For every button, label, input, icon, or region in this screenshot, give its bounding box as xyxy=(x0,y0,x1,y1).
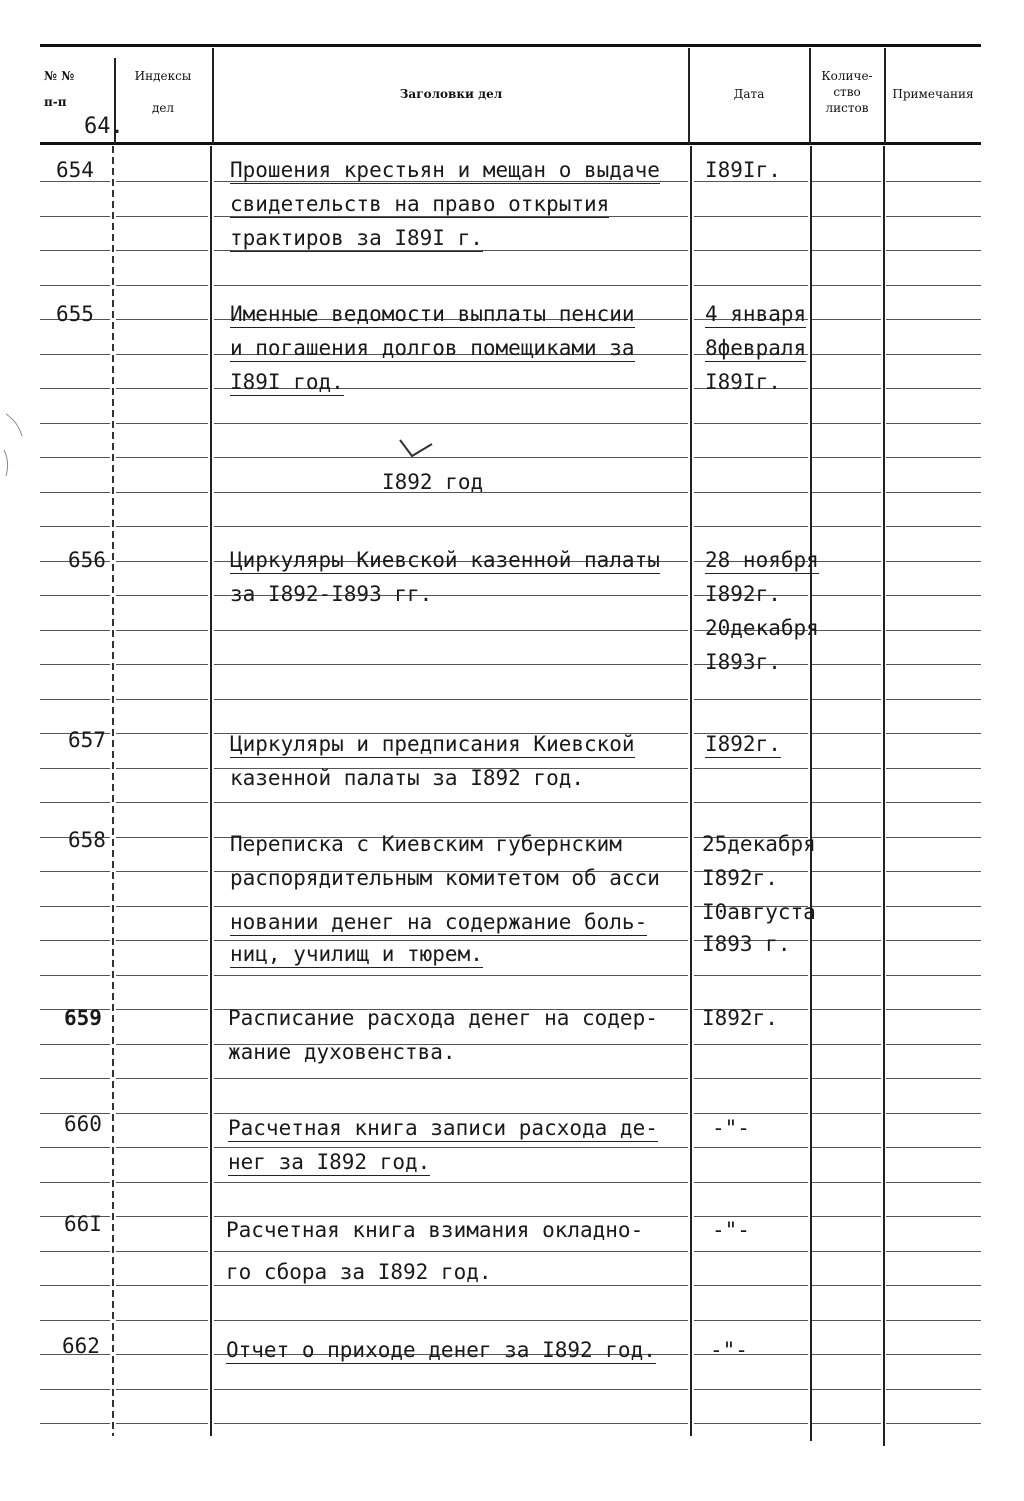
ruled-line xyxy=(812,1113,881,1114)
column-header-count xyxy=(810,68,884,116)
ruled-line xyxy=(214,664,688,665)
ruled-line xyxy=(116,1320,208,1321)
ruled-line xyxy=(116,837,208,838)
ruled-line xyxy=(694,457,808,458)
entry-date: I893г. xyxy=(705,650,781,674)
ruled-line xyxy=(812,1423,881,1424)
ruled-line xyxy=(214,1389,688,1390)
page-number: 64. xyxy=(84,114,124,139)
ruled-line xyxy=(214,1285,688,1286)
ruled-line xyxy=(886,906,981,907)
ruled-line xyxy=(116,1009,208,1010)
ruled-line xyxy=(694,1147,808,1148)
column-line xyxy=(810,146,812,1441)
ruled-line xyxy=(886,1354,981,1355)
ruled-line xyxy=(812,906,881,907)
ruled-line xyxy=(116,285,208,286)
entry-number: 657 xyxy=(68,728,106,752)
ruled-line xyxy=(694,1423,808,1424)
entry-date: I89Iг. xyxy=(705,158,781,182)
ruled-line xyxy=(812,1320,881,1321)
header-bottom-border xyxy=(40,142,981,145)
ruled-line xyxy=(214,906,688,907)
ruled-line xyxy=(812,285,881,286)
ruled-line xyxy=(812,975,881,976)
ruled-line xyxy=(116,354,208,355)
ruled-line xyxy=(116,733,208,734)
ruled-line xyxy=(886,1285,981,1286)
ruled-line xyxy=(116,526,208,527)
ruled-line xyxy=(40,699,110,700)
ruled-line xyxy=(694,802,808,803)
ruled-line xyxy=(886,630,981,631)
ruled-line xyxy=(40,975,110,976)
ruled-line xyxy=(214,423,688,424)
ruled-line xyxy=(40,250,110,251)
ruled-line xyxy=(40,457,110,458)
ruled-line xyxy=(40,1147,110,1148)
ruled-line xyxy=(694,1320,808,1321)
entry-date: 28 ноября xyxy=(705,548,819,572)
ruled-line xyxy=(40,1320,110,1321)
entry-title-line: Циркуляры и предписания Киевской xyxy=(230,732,635,756)
entry-title-line: Именные ведомости выплаты пенсии xyxy=(230,302,635,326)
entry-date: 8февраля xyxy=(705,336,807,360)
ruled-line xyxy=(214,699,688,700)
ruled-line xyxy=(812,1182,881,1183)
ruled-line xyxy=(886,1078,981,1079)
ruled-line xyxy=(214,1078,688,1079)
ruled-line xyxy=(886,733,981,734)
ruled-line xyxy=(812,457,881,458)
ruled-line xyxy=(40,1044,110,1045)
ruled-line xyxy=(886,664,981,665)
entry-date: I892г. xyxy=(702,866,778,890)
ruled-line xyxy=(694,1389,808,1390)
ruled-line xyxy=(116,1389,208,1390)
ruled-line xyxy=(886,526,981,527)
ruled-line xyxy=(886,975,981,976)
ruled-line xyxy=(886,561,981,562)
entry-number: 656 xyxy=(68,548,106,572)
column-header-count-line1: Количе- xyxy=(821,69,873,83)
entry-date: -"- xyxy=(712,1218,750,1242)
ruled-line xyxy=(116,423,208,424)
ruled-line xyxy=(812,1285,881,1286)
entry-date: I892г. xyxy=(705,582,781,606)
ruled-line xyxy=(886,492,981,493)
ruled-line xyxy=(40,630,110,631)
ruled-line xyxy=(116,181,208,182)
entry-title-line: Расписание расхода денег на содер- xyxy=(228,1006,658,1030)
entry-title-line: I89I год. xyxy=(230,370,344,394)
ruled-line xyxy=(116,906,208,907)
ruled-line xyxy=(812,216,881,217)
ruled-line xyxy=(40,940,110,941)
ruled-line xyxy=(812,526,881,527)
entry-date: 20декабря xyxy=(705,616,819,640)
ruled-line xyxy=(40,354,110,355)
entry-title-line: Расчетная книга записи расхода де- xyxy=(228,1116,658,1140)
ruled-line xyxy=(116,630,208,631)
ruled-line xyxy=(812,802,881,803)
ruled-line xyxy=(116,1078,208,1079)
ruled-line xyxy=(214,1423,688,1424)
ruled-line xyxy=(214,285,688,286)
ruled-line xyxy=(214,940,688,941)
ruled-line xyxy=(812,1009,881,1010)
ruled-line xyxy=(812,595,881,596)
entry-title-line: трактиров за I89I г. xyxy=(230,226,483,250)
entry-date: 4 января xyxy=(705,302,807,326)
ruled-line xyxy=(886,940,981,941)
ruled-line xyxy=(40,285,110,286)
entry-title-line: Циркуляры Киевской казенной палаты xyxy=(230,548,660,572)
ruled-line xyxy=(886,1009,981,1010)
entry-date: I892г. xyxy=(702,1006,778,1030)
entry-date: I0августа xyxy=(702,900,816,924)
ruled-line xyxy=(214,630,688,631)
ruled-line xyxy=(812,1147,881,1148)
ruled-line xyxy=(886,250,981,251)
column-line xyxy=(690,146,692,1436)
ruled-line xyxy=(886,1216,981,1217)
ruled-line xyxy=(694,1113,808,1114)
ruled-line xyxy=(116,1285,208,1286)
ruled-line xyxy=(116,457,208,458)
ruled-line xyxy=(116,1251,208,1252)
ruled-line xyxy=(694,975,808,976)
entry-title-line: Переписка с Киевским губернским xyxy=(230,832,622,856)
ruled-line xyxy=(694,1285,808,1286)
entry-date: -"- xyxy=(710,1338,748,1362)
ruled-line xyxy=(886,802,981,803)
header-top-border xyxy=(40,44,981,47)
ruled-line xyxy=(812,1216,881,1217)
ruled-line xyxy=(886,354,981,355)
column-header-index-top: Индексы xyxy=(134,69,192,83)
ruled-line xyxy=(812,1354,881,1355)
ruled-line xyxy=(812,837,881,838)
entry-date: I893 г. xyxy=(702,932,791,956)
ruled-line xyxy=(694,492,808,493)
year-heading: I892 год xyxy=(382,470,484,494)
ruled-line xyxy=(40,1423,110,1424)
ruled-line xyxy=(214,1147,688,1148)
ruled-line xyxy=(694,216,808,217)
ruled-line xyxy=(812,940,881,941)
column-line xyxy=(883,146,885,1446)
ruled-line xyxy=(812,1251,881,1252)
ruled-line xyxy=(116,1044,208,1045)
ruled-line xyxy=(40,1285,110,1286)
entry-date: I89Iг. xyxy=(705,370,781,394)
ruled-line xyxy=(116,1182,208,1183)
ruled-line xyxy=(40,595,110,596)
header-divider xyxy=(212,48,214,144)
ruled-line xyxy=(40,871,110,872)
ruled-line xyxy=(40,768,110,769)
ruled-line xyxy=(812,1389,881,1390)
ruled-line xyxy=(886,388,981,389)
column-header-count-line3: листов xyxy=(825,101,869,115)
ruled-line xyxy=(214,1113,688,1114)
ruled-line xyxy=(40,216,110,217)
ruled-line xyxy=(116,664,208,665)
ruled-line xyxy=(116,1354,208,1355)
ruled-line xyxy=(886,181,981,182)
ruled-line xyxy=(116,1216,208,1217)
ruled-line xyxy=(812,319,881,320)
ruled-line xyxy=(812,733,881,734)
ruled-line xyxy=(694,1251,808,1252)
ruled-line xyxy=(116,802,208,803)
ruled-line xyxy=(886,1251,981,1252)
ruled-line xyxy=(40,1078,110,1079)
ruled-line xyxy=(886,837,981,838)
entry-title-line: казенной палаты за I892 год. xyxy=(230,766,585,790)
ruled-line xyxy=(812,1044,881,1045)
ruled-line xyxy=(694,285,808,286)
entry-title-line: новании денег на содержание боль- xyxy=(230,910,648,934)
ruled-line xyxy=(40,1251,110,1252)
ruled-line xyxy=(886,768,981,769)
ruled-line xyxy=(812,1078,881,1079)
ruled-line xyxy=(116,561,208,562)
entry-title-line: Прошения крестьян и мещан о выдаче xyxy=(230,158,660,182)
column-line xyxy=(112,146,114,1436)
entry-number: 660 xyxy=(64,1112,102,1136)
ruled-line xyxy=(116,871,208,872)
ruled-line xyxy=(40,492,110,493)
ruled-line xyxy=(886,1320,981,1321)
ruled-line xyxy=(214,526,688,527)
ruled-line xyxy=(214,802,688,803)
entry-title-line: и погашения долгов помещиками за xyxy=(230,336,635,360)
ruled-line xyxy=(812,664,881,665)
ruled-line xyxy=(812,250,881,251)
ruled-line xyxy=(812,768,881,769)
column-header-number-bottom: п-п xyxy=(44,95,67,109)
entry-number: 659 xyxy=(64,1006,102,1030)
entry-number: 662 xyxy=(62,1334,100,1358)
ruled-line xyxy=(886,285,981,286)
entry-number: 66I xyxy=(64,1212,102,1236)
ruled-line xyxy=(886,216,981,217)
ruled-line xyxy=(214,1182,688,1183)
ruled-line xyxy=(886,1044,981,1045)
ruled-line xyxy=(116,940,208,941)
ruled-line xyxy=(116,1113,208,1114)
ruled-line xyxy=(812,871,881,872)
ruled-line xyxy=(214,457,688,458)
ruled-line xyxy=(116,595,208,596)
entry-number: 654 xyxy=(56,158,94,182)
ruled-line xyxy=(812,630,881,631)
ruled-line xyxy=(812,181,881,182)
ruled-line xyxy=(812,388,881,389)
ruled-line xyxy=(886,871,981,872)
entry-title-line: распорядительным комитетом об асси xyxy=(230,866,660,890)
column-header-date: Дата xyxy=(733,87,765,101)
ruled-line xyxy=(116,216,208,217)
ruled-line xyxy=(40,388,110,389)
ruled-line xyxy=(694,1216,808,1217)
column-header-title: Заголовки дел xyxy=(399,87,503,101)
ruled-line xyxy=(214,975,688,976)
entry-title-line: свидетельств на право открытия xyxy=(230,192,610,216)
ruled-line xyxy=(40,526,110,527)
entry-date: 25декабря xyxy=(702,832,816,856)
ruled-line xyxy=(812,699,881,700)
ruled-line xyxy=(116,492,208,493)
ruled-line xyxy=(116,250,208,251)
ruled-line xyxy=(40,906,110,907)
column-header-count-line2: ство xyxy=(833,85,861,99)
ruled-line xyxy=(40,423,110,424)
ruled-line xyxy=(694,1182,808,1183)
ruled-line xyxy=(40,1182,110,1183)
ruled-line xyxy=(40,664,110,665)
entry-title-line: Отчет о приходе денег за I892 год. xyxy=(226,1338,656,1362)
ruled-line xyxy=(886,1182,981,1183)
ruled-line xyxy=(116,699,208,700)
entry-date: -"- xyxy=(712,1116,750,1140)
ruled-line xyxy=(694,768,808,769)
margin-scribble xyxy=(0,410,30,490)
column-line xyxy=(210,146,212,1436)
column-header-number-top: № № xyxy=(44,69,75,83)
column-header-index xyxy=(118,68,208,116)
ruled-line xyxy=(214,1251,688,1252)
ruled-line xyxy=(812,561,881,562)
ruled-line xyxy=(886,1113,981,1114)
entry-title-line: Расчетная книга взимания окладно- xyxy=(226,1218,644,1242)
ruled-line xyxy=(694,250,808,251)
ruled-line xyxy=(694,699,808,700)
entry-title-line: за I892-I893 гг. xyxy=(230,582,433,606)
entry-number: 655 xyxy=(56,302,94,326)
ruled-line xyxy=(886,699,981,700)
entry-title-line: нег за I892 год. xyxy=(228,1150,431,1174)
column-header-number xyxy=(44,68,110,110)
ruled-line xyxy=(116,768,208,769)
ruled-line xyxy=(886,319,981,320)
ruled-line xyxy=(116,1423,208,1424)
ruled-line xyxy=(214,1216,688,1217)
ruled-line xyxy=(694,1078,808,1079)
ruled-line xyxy=(116,319,208,320)
ruled-line xyxy=(886,457,981,458)
column-header-notes: Примечания xyxy=(892,87,974,101)
ruled-line xyxy=(812,492,881,493)
ruled-line xyxy=(812,354,881,355)
entry-number: 658 xyxy=(68,828,106,852)
column-header-index-bottom: дел xyxy=(151,101,175,115)
ruled-line xyxy=(116,1147,208,1148)
ruled-line xyxy=(214,1320,688,1321)
ruled-line xyxy=(812,423,881,424)
ruled-line xyxy=(116,975,208,976)
ruled-line xyxy=(116,388,208,389)
ruled-line xyxy=(886,1147,981,1148)
ruled-line xyxy=(886,1423,981,1424)
entry-title-line: ниц, училищ и тюрем. xyxy=(230,942,483,966)
ruled-line xyxy=(694,423,808,424)
ruled-line xyxy=(40,1389,110,1390)
entry-title-line: го сбора за I892 год. xyxy=(226,1260,492,1284)
entry-date: I892г. xyxy=(705,732,781,756)
ruled-line xyxy=(694,1044,808,1045)
ruled-line xyxy=(886,423,981,424)
ruled-line xyxy=(886,1389,981,1390)
entry-title-line: жание духовенства. xyxy=(228,1040,456,1064)
ruled-line xyxy=(40,802,110,803)
ruled-line xyxy=(694,526,808,527)
check-mark-icon xyxy=(398,438,434,460)
ruled-line xyxy=(886,595,981,596)
